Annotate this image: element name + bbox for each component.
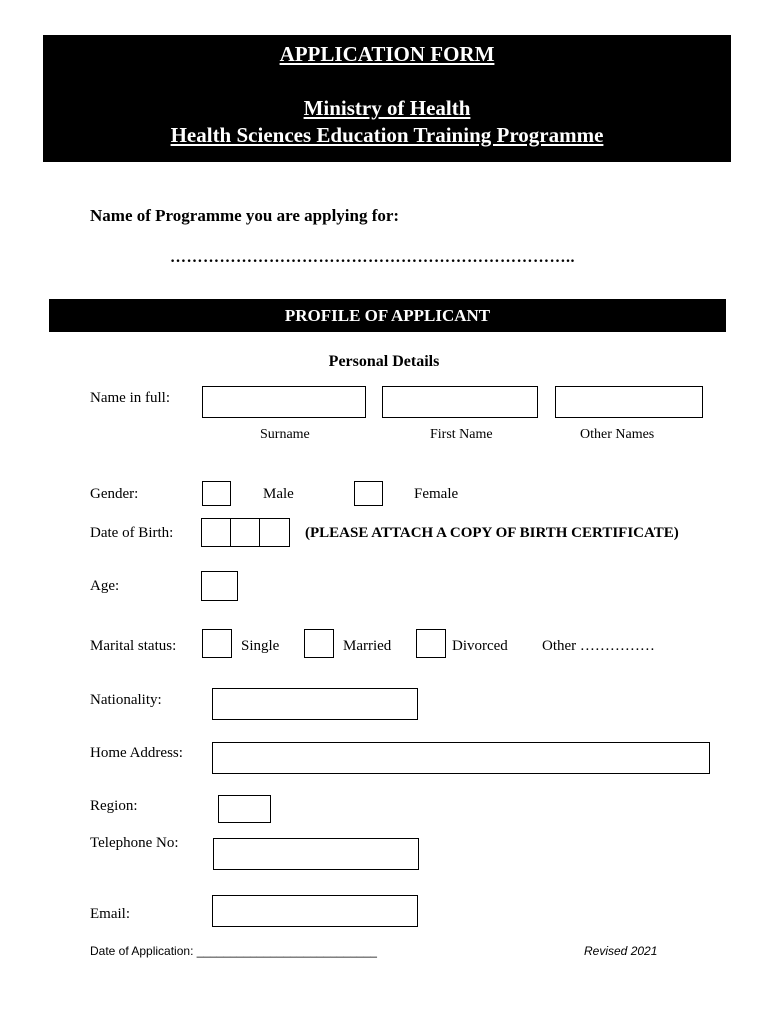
other-names-field[interactable]: [555, 386, 703, 418]
dob-label: Date of Birth:: [90, 525, 174, 541]
revision-note: Revised 2021: [584, 944, 658, 958]
nationality-label: Nationality:: [90, 692, 162, 708]
single-label: Single: [241, 638, 280, 654]
female-label: Female: [414, 486, 459, 502]
birth-certificate-note: (PLEASE ATTACH A COPY OF BIRTH CERTIFICATE): [305, 525, 679, 541]
other-marital-field[interactable]: Other ……………: [542, 638, 655, 654]
female-checkbox[interactable]: [354, 481, 383, 506]
form-header: [43, 35, 731, 162]
marital-status-label: Marital status:: [90, 638, 177, 654]
other-names-caption: Other Names: [580, 427, 655, 442]
surname-caption: Surname: [260, 427, 310, 442]
gender-label: Gender:: [90, 486, 139, 502]
telephone-field[interactable]: [213, 838, 419, 870]
age-label: Age:: [90, 578, 120, 594]
male-label: Male: [263, 486, 294, 502]
profile-section-bar: PROFILE OF APPLICANT: [49, 299, 726, 332]
home-address-field[interactable]: [212, 742, 710, 774]
email-label: Email:: [90, 906, 130, 922]
home-address-label: Home Address:: [90, 745, 183, 761]
age-field[interactable]: [201, 571, 238, 601]
single-checkbox[interactable]: [202, 629, 232, 658]
nationality-field[interactable]: [212, 688, 418, 720]
male-checkbox[interactable]: [202, 481, 231, 506]
date-of-application-line[interactable]: Date of Application: ___________________________: [90, 944, 377, 958]
email-field[interactable]: [212, 895, 418, 927]
programme-blank-line[interactable]: ………………………………………………………………..: [170, 249, 575, 266]
first-name-field[interactable]: [382, 386, 538, 418]
divorced-label: Divorced: [452, 638, 508, 654]
personal-details-title: Personal Details: [328, 353, 440, 370]
region-field[interactable]: [218, 795, 271, 823]
programme-label: Name of Programme you are applying for:: [90, 206, 400, 225]
ministry-title: Ministry of Health: [303, 96, 471, 120]
form-title: APPLICATION FORM: [279, 42, 495, 66]
married-checkbox[interactable]: [304, 629, 334, 658]
dob-day-field[interactable]: [201, 518, 231, 547]
dob-month-field[interactable]: [230, 518, 260, 547]
name-label: Name in full:: [90, 390, 170, 406]
telephone-label: Telephone No:: [90, 835, 179, 851]
first-name-caption: First Name: [430, 427, 493, 442]
surname-field[interactable]: [202, 386, 366, 418]
dob-year-field[interactable]: [259, 518, 290, 547]
married-label: Married: [343, 638, 392, 654]
divorced-checkbox[interactable]: [416, 629, 446, 658]
region-label: Region:: [90, 798, 138, 814]
programme-title: Health Sciences Education Training Programme: [170, 123, 604, 147]
